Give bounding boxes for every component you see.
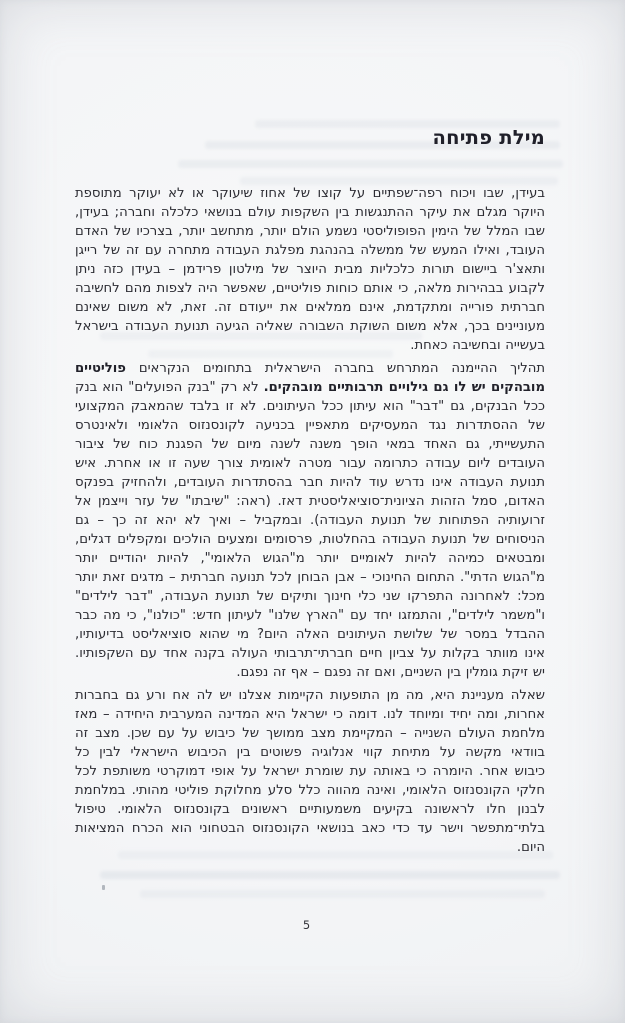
text-segment: תנועת העבודה אינו נדרש עוד להיות חבר בהסתדרות העובדים, ולהחזיק בפנקס [75,475,545,490]
paragraph-3 [75,686,545,857]
text-segment: מלחמת העולם השנייה – המקיימת מצב ממושך של כיבוש על עם שכן. מצב זה [75,726,545,741]
text-line [75,241,545,260]
text-block [75,184,545,861]
text-line [75,511,545,530]
text-line [75,279,545,298]
text-line [75,705,545,724]
text-line [75,454,545,473]
text-line [75,416,545,435]
text-line [75,336,545,355]
bleed-through-ghost [100,871,560,879]
text-segment: היוקר מגלם את עיקר ההתנגשות בין השקפות עולם בנושאי כלכלה וחברה; בעידן, [75,205,545,220]
text-segment: בעשייה ובחשיבה כאחת. [410,338,545,353]
text-line [75,184,545,203]
text-line [75,203,545,222]
text-segment: זרועותיה הפתוחות של תנועת העבודה). ובמקביל – ואיך לא יהא זה כך – גם [75,513,545,528]
text-segment: לבנון חלו לראשונה בקיעים משמעותיים ראשונים בקונסנזוס הלאומי. טיפול [75,802,545,817]
text-line [75,800,545,819]
text-segment: ותאצ'ר ביישום תורות כלכליות מבית היוצר של מילטון פרידמן – בעידן כזה ניתן [75,262,545,277]
text-line [75,644,545,663]
text-segment: הניסוחים של תנועת העבודה בהחלטות, פרסומים ומצעים הולכים ומקפלים דגלים, [75,532,545,547]
page-title: מילת פתיחה [432,126,545,149]
bold-emphasis: פוליטיים [75,361,126,376]
text-line [75,606,545,625]
text-segment: מ"הגוש הדתי". התחום החינוכי – אבן הבוחן לכל תנועה חברתית – מדגים זאת יותר [75,570,545,585]
text-segment: העובד, ואילו המעש של ממשלה בהנהגת מפלגת העבודה מתחרה עם זה של רייגן [75,243,545,258]
text-segment: מעוניינים בכך, אלא משום השוקת השבורה שאליה הגיעה תנועת העבודה בישראל [75,319,545,334]
text-segment: בוודאי מקשה על מתיחת קווי אנלוגיה פשוטים בין הכיבוש הישראלי לבין כל [75,745,545,760]
text-line [75,260,545,279]
text-line [75,762,545,781]
page-number: 5 [302,918,311,932]
text-segment: חלקי הקונסנזוס הלאומי, ואינה מהווה כלל סלע מחלוקת פוליטי מהותי. במלחמת [75,783,545,798]
text-segment: ו"משמר לילדים", והתמזגו יחד עם "הארץ שלנו" לעיתון חדש: "כולנו", כי מה כבר [75,608,545,623]
paragraph-1 [75,184,545,355]
text-line [75,317,545,336]
text-line [75,549,545,568]
text-segment: שאלה מעניינת היא, מה מן התופעות הקיימות אצלנו יש לה אח ורע גם בחברות [75,688,545,703]
bleed-through-ghost [178,160,563,168]
text-segment: התעשייתי, גם האחד במאי הופך משנה לשנה מיום של הפגנת כוח של ציבור [75,437,545,452]
text-line [75,492,545,511]
text-line [75,625,545,644]
text-line [75,222,545,241]
text-line [75,781,545,800]
text-segment: אינו מוותר בקלות על צביון חיים חברתי־תרבותי העולה בקנה אחד עם השקפותיו. [75,646,545,661]
text-line [75,686,545,705]
text-line [75,587,545,606]
text-segment: של ההסתדרות נגד המעסיקים מתאפיין בכניעה לקונסנזוס הלאומי ולאינטרס [75,418,545,433]
text-line [75,378,545,397]
text-line [75,397,545,416]
paragraph-2 [75,359,545,682]
text-segment: ההבדל במסר של שלושת העיתונים האלה היום? מי שהוא סוציאליסט בדיעותיו, [75,627,545,642]
text-line [75,568,545,587]
bleed-through-ghost [140,890,545,898]
text-line [75,743,545,762]
text-line [75,838,545,857]
text-segment: יש זיקת גומלין בין השניים, ואם זה נפגם – אף זה נפגם. [236,665,545,680]
text-line [75,530,545,549]
text-line [75,473,545,492]
text-segment: חברתית פורייה ומתקדמת, אינם ממלאים את ייעודם זה. זאת, לא משום שאינם [75,300,545,315]
text-segment: לקבוע בבהירות מלאה, כי אותם כוחות פוליטיים, שאפשר היה לצפות מהם לחשיבה [75,281,545,296]
text-segment: האדום, סמל הזהות הציונית־סוציאליסטית דאז. (ראה: "שיבתו" של עזר וייצמן אל [75,494,545,509]
text-segment: אחרות, ומה יחיד ומיוחד לנו. דומה כי ישראל היא המדינה המערבית היחידה – מאז [75,707,545,722]
text-segment: בעידן, שבו ויכוח רפה־שפתיים על קוצו של אחוז שיעוקר או לא יעוקר מתוספת [75,186,545,201]
text-segment: כיבוש אחר. היומרה כי באותה עת שומרת ישראל על אופי דמוקרטי משותפת לכל [75,764,545,779]
bold-emphasis: מובהקים יש לו גם גילויים תרבותיים מובהקים. [263,380,545,395]
text-line [75,724,545,743]
text-line [75,819,545,838]
text-segment: תהליך ההיימנה המתרחש בחברה הישראלית בתחומים הנקראים [125,361,545,376]
scan-speck [102,885,105,890]
text-segment: ככל הבנקים, גם "דבר" הוא עיתון ככל העיתונים. לא זו בלבד שהמאבק המקצועי [75,399,545,414]
text-segment: ומבטאים כמיהה להיות לאומיים יותר מ"הגוש הלאומי", להיות יהודיים יותר [75,551,545,566]
text-segment: שבו המלל של הימין הפופוליסטי נשמע הולם יותר, מתחשב יותר, בצרכיו של האדם [75,224,545,239]
text-segment: העובדים ליום עבודה כתרומה עבור מטרה לאומית צורך שעה זו או אחרת. איש [75,456,545,471]
text-segment: בלתי־מתפשר וישר עד כדי כאב בנושאי הקונסנזוס הבטחוני הוא הכרח המציאות [75,821,545,836]
text-segment: לא רק "בנק הפועלים" הוא בנק [75,380,264,395]
text-line [75,663,545,682]
text-segment: מכל: לאחרונה התפרקו שני כלי חינוך ותיקים של תנועת העבודה, "דבר לילדים" [75,589,545,604]
text-line [75,298,545,317]
text-segment: היום. [516,840,545,855]
text-line [75,435,545,454]
text-line [75,359,545,378]
